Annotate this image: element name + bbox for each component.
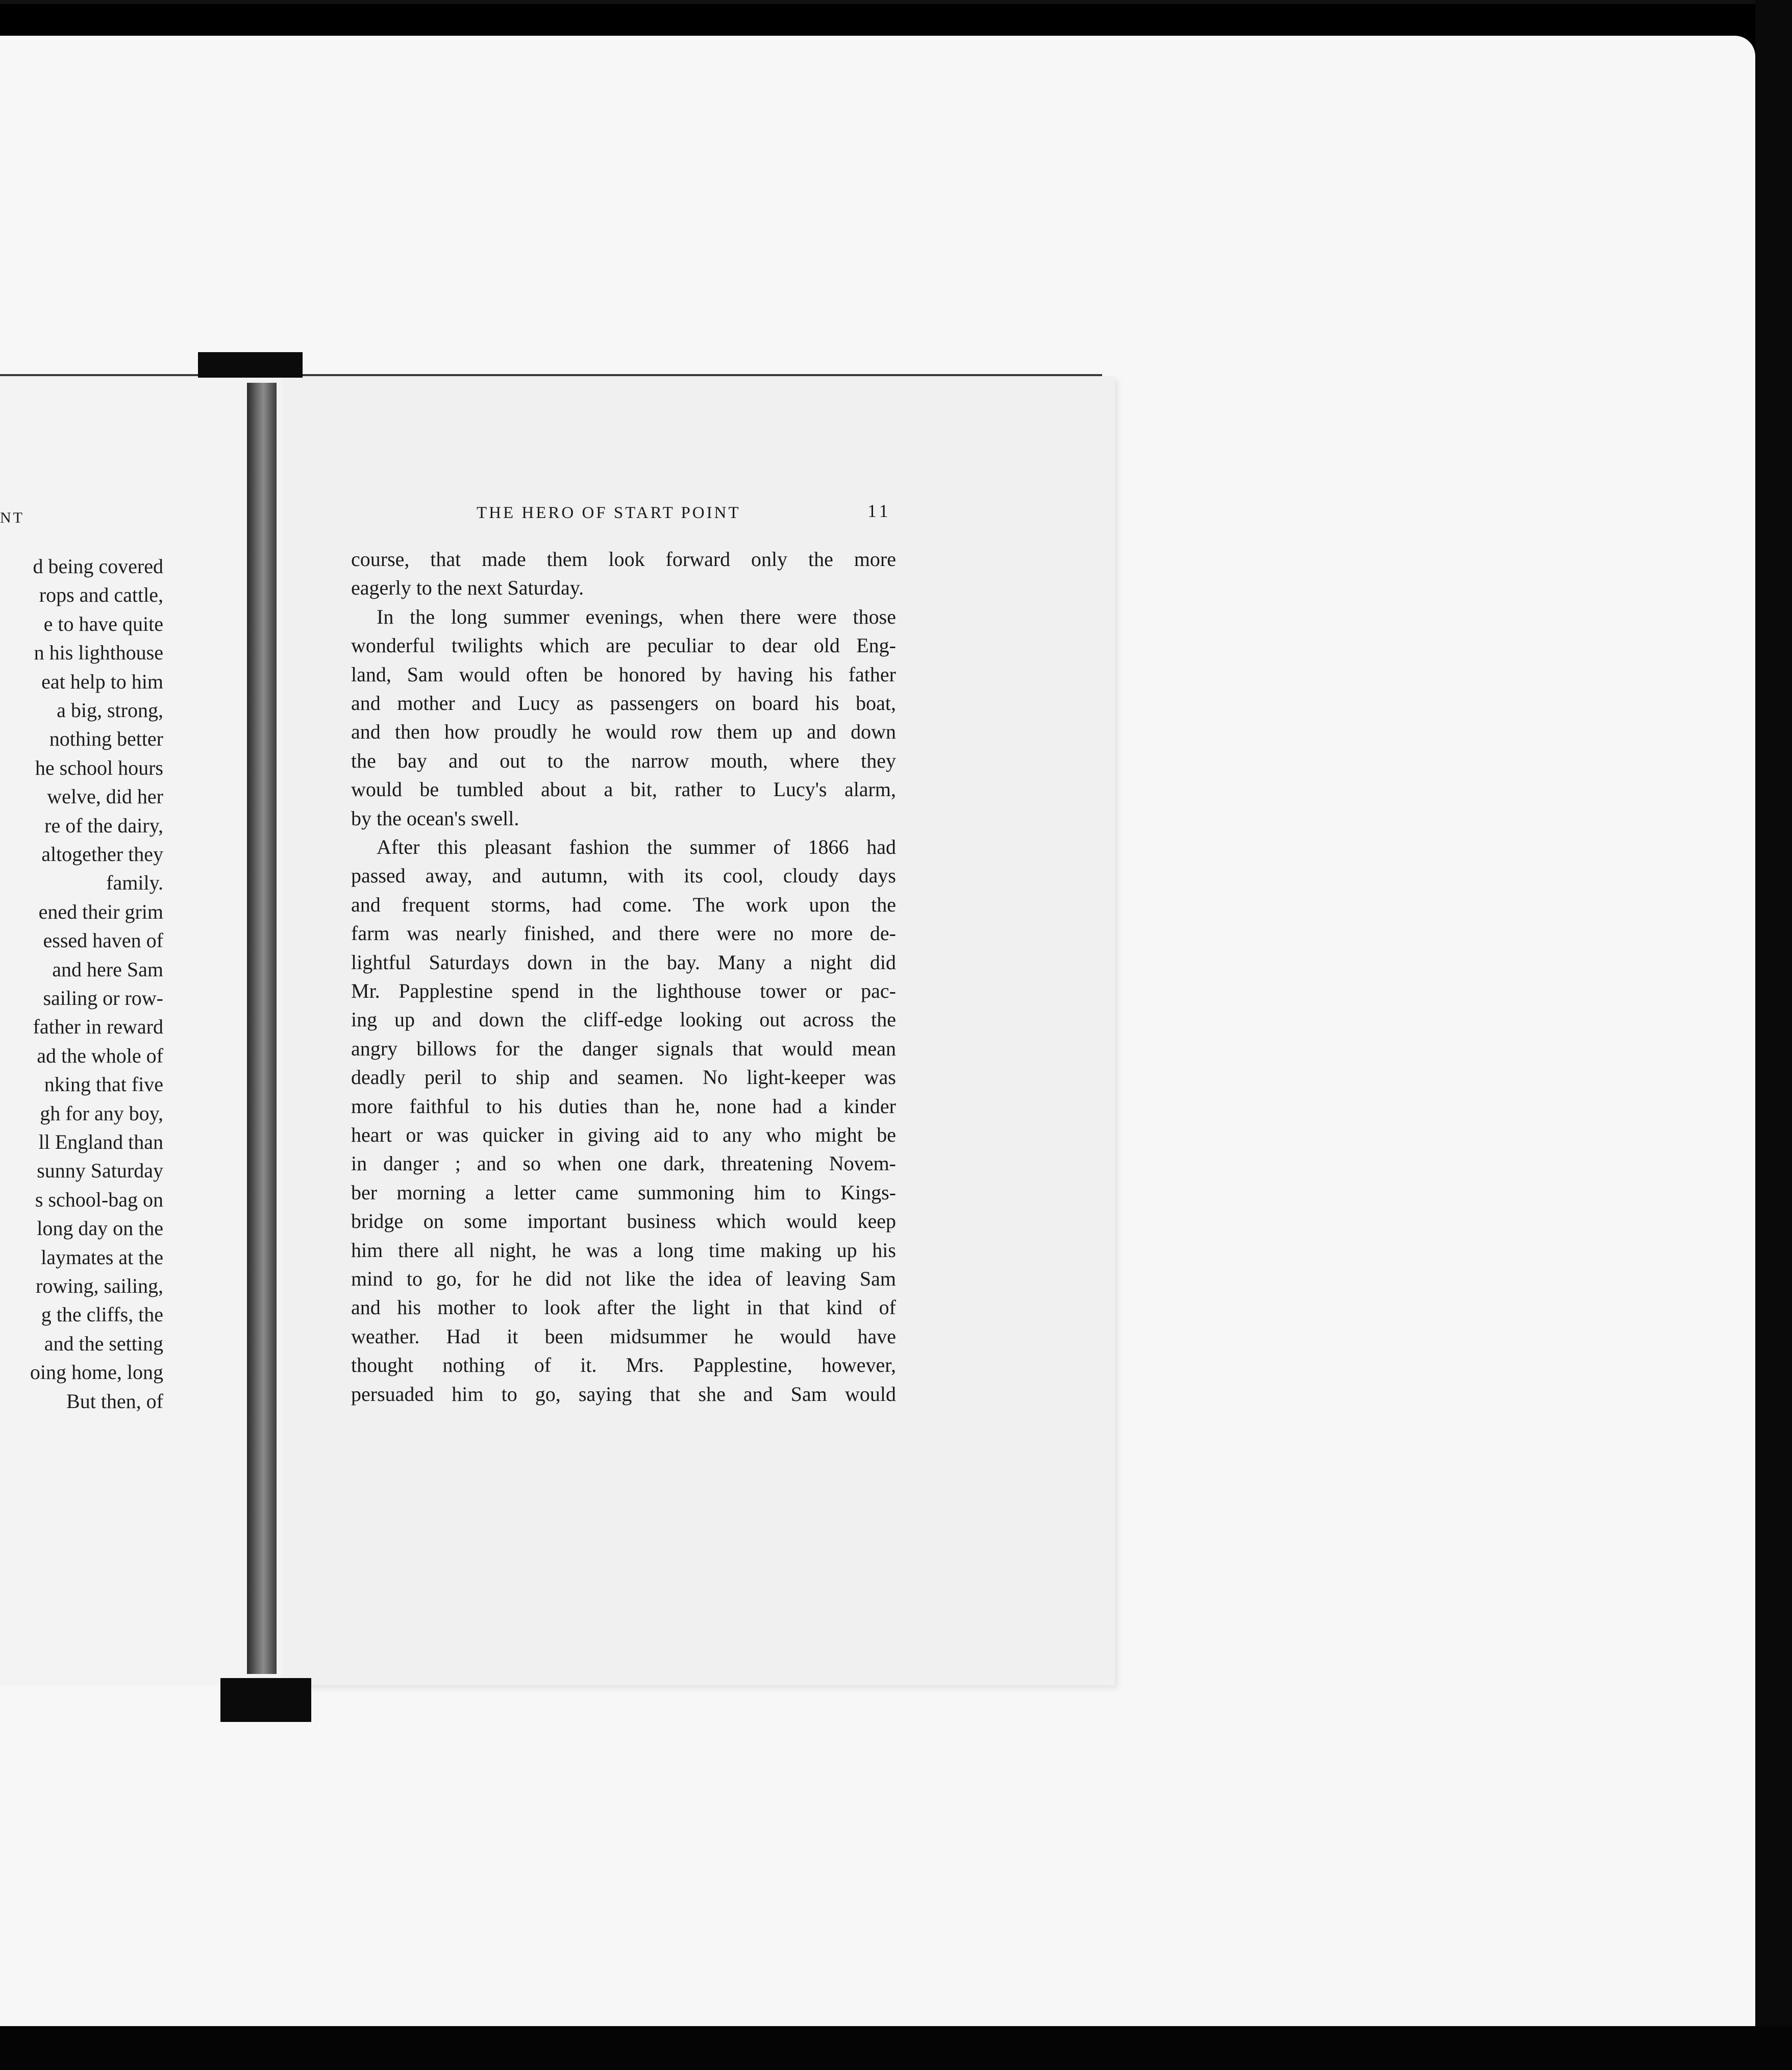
left-text-line: rowing, sailing, [36,1274,163,1297]
left-text-line: ad the whole of [37,1044,163,1067]
body-text-line: passed away, and autumn, with its cool, cloudy days [351,864,896,888]
body-text-line: weather. Had it been midsummer he would have [351,1324,896,1348]
body-text-line: mind to go, for he did not like the idea of leaving Sam [351,1267,896,1290]
body-text-line: ber morning a letter came summoning him to Kings- [351,1180,896,1204]
body-text-line: by the ocean's swell. [351,806,519,830]
left-text-line: But then, of [66,1389,163,1413]
book-clip-bottom [220,1678,311,1722]
left-text-line: sunny Saturday [37,1159,163,1182]
scan-top-border [0,0,1792,4]
body-text-line: wonderful twilights which are peculiar to dear old Eng- [351,634,896,657]
body-text-line: in danger ; and so when one dark, threatening Novem- [351,1152,896,1175]
left-text-line: he school hours [35,756,163,779]
body-text-line: lightful Saturdays down in the bay. Many a night did [351,950,896,974]
left-running-head-fragment: NT [0,509,24,526]
left-text-line: ll England than [38,1130,163,1153]
left-text-line: oing home, long [30,1361,163,1384]
left-text-line: eat help to him [41,670,163,693]
left-text-line: ened their grim [38,900,163,923]
left-text-line: re of the dairy, [44,814,163,837]
left-text-line: nothing better [49,727,163,751]
body-text-line: deadly peril to ship and seamen. No light-keeper was [351,1066,896,1089]
body-text-line: and then how proudly he would row them up and down [351,720,896,744]
left-text-line: rops and cattle, [39,583,163,607]
left-text-line: e to have quite [43,612,163,635]
body-text-line: heart or was quicker in giving aid to any who might be [351,1123,896,1146]
left-text-line: essed haven of [43,929,163,952]
body-text-line: thought nothing of it. Mrs. Papplestine, however, [351,1353,896,1377]
scan-bottom-border [0,2026,1792,2070]
body-text-line: land, Sam would often be honored by having his father [351,662,896,686]
body-text-line: course, that made them look forward only the more [351,548,896,571]
left-text-line: nking that five [44,1073,163,1096]
left-text-line: long day on the [37,1217,163,1240]
body-text-line: persuaded him to go, saying that she and Sam would [351,1382,896,1406]
left-text-line: gh for any boy, [40,1101,163,1125]
left-text-line: sailing or row- [43,987,163,1009]
body-text-line: the bay and out to the narrow mouth, where they [351,749,896,772]
body-text-line: bridge on some important business which would keep [351,1210,896,1233]
body-text-line: In the long summer evenings, when there were those [377,605,896,628]
body-text-line: angry billows for the danger signals that would mean [351,1037,896,1060]
running-head: THE HERO OF START POINT [477,504,741,522]
scan-right-border [1755,0,1792,2070]
body-text-line: After this pleasant fashion the summer of 1866 had [377,835,896,858]
left-text-line: d being covered [33,555,163,578]
page-number: 11 [867,501,891,521]
left-text-line: altogether they [41,843,163,866]
book-clip-top [198,352,303,378]
book-spine [247,383,277,1674]
left-text-line: a big, strong, [57,699,163,722]
body-text-line: would be tumbled about a bit, rather to Lucy's alarm, [351,778,896,801]
left-text-line: laymates at the [41,1245,163,1269]
left-text-line: welve, did her [47,785,163,808]
body-text-line: and mother and Lucy as passengers on board his boat, [351,692,896,714]
body-text-line: ing up and down the cliff-edge looking out across the [351,1008,896,1031]
left-text-line: father in reward [33,1015,163,1039]
body-text-line: eagerly to the next Saturday. [351,576,584,600]
left-text-line: n his lighthouse [34,641,163,664]
left-text-line: g the cliffs, the [41,1303,163,1326]
body-text-line: Mr. Papplestine spend in the lighthouse tower or pac- [351,979,896,1002]
left-text-line: s school-bag on [35,1188,163,1211]
body-text-line: and his mother to look after the light in that kind of [351,1296,896,1319]
body-text-line: farm was nearly finished, and there were no more de- [351,922,896,945]
body-text-line: more faithful to his duties than he, none had a kinder [351,1094,896,1118]
left-text-line: family. [106,871,163,895]
body-text-line: and frequent storms, had come. The work upon the [351,893,896,916]
left-text-line: and the setting [44,1332,163,1355]
body-text-line: him there all night, he was a long time making up his [351,1238,896,1262]
left-text-line: and here Sam [52,957,163,981]
